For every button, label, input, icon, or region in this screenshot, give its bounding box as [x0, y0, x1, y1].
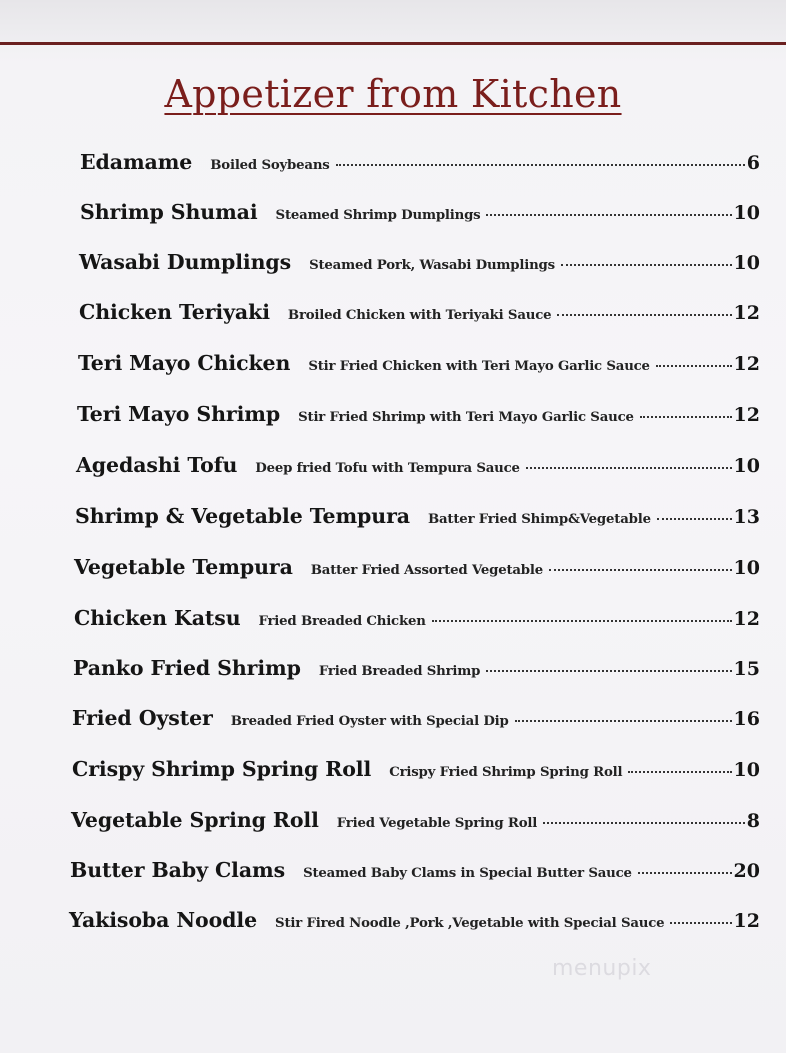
menu-item-teri-mayo-chicken — [78, 351, 760, 375]
item-name: Crispy Shrimp Spring Roll — [72, 757, 372, 781]
item-name: Agedashi Tofu — [76, 453, 238, 477]
item-price: 10 — [733, 455, 760, 477]
dot-leader — [657, 518, 732, 520]
dot-leader — [656, 365, 732, 367]
menu-item-chicken-teriyaki — [79, 300, 760, 324]
item-price: 13 — [733, 506, 760, 528]
menu-item-butter-baby-clams — [70, 858, 760, 882]
item-description: Batter Fried Assorted Vegetable — [310, 563, 544, 578]
item-price: 10 — [733, 557, 760, 579]
dot-leader — [549, 569, 732, 571]
menu-item-crispy-shrimp-spring-roll — [72, 757, 760, 781]
menu-item-shrimp-vegetable-tempura — [75, 504, 760, 528]
item-name: Teri Mayo Chicken — [78, 351, 291, 375]
item-name: Vegetable Spring Roll — [71, 808, 319, 832]
menu-title: Appetizer from Kitchen — [164, 72, 622, 116]
item-price: 6 — [746, 152, 760, 174]
menu-item-yakisoba-noodle — [69, 908, 760, 932]
item-description: Boiled Soybeans — [210, 158, 330, 173]
item-price: 12 — [733, 302, 760, 324]
item-name: Wasabi Dumplings — [79, 250, 292, 274]
item-price: 20 — [733, 860, 760, 882]
menu-item-fried-oyster — [72, 706, 760, 730]
item-description: Fried Breaded Chicken — [258, 614, 426, 629]
item-name: Teri Mayo Shrimp — [77, 402, 281, 426]
item-name: Butter Baby Clams — [70, 858, 286, 882]
menu-item-chicken-katsu — [74, 606, 760, 630]
item-name: Chicken Teriyaki — [79, 300, 270, 324]
item-name: Panko Fried Shrimp — [73, 656, 301, 680]
item-price: 12 — [733, 910, 760, 932]
dot-leader — [557, 314, 731, 316]
dot-leader — [628, 771, 731, 773]
dot-leader — [336, 164, 745, 166]
menu-item-vegetable-spring-roll — [71, 808, 760, 832]
menu-item-panko-fried-shrimp — [73, 656, 760, 680]
dot-leader — [670, 922, 731, 924]
item-name: Fried Oyster — [72, 706, 213, 730]
menu-item-shrimp-shumai — [80, 200, 760, 224]
item-price: 10 — [733, 759, 760, 781]
dot-leader — [432, 620, 732, 622]
menu-item-vegetable-tempura — [74, 555, 760, 579]
item-description: Steamed Pork, Wasabi Dumplings — [309, 258, 555, 273]
dot-leader — [486, 214, 731, 216]
menu-item-agedashi-tofu — [76, 453, 760, 477]
dot-leader — [543, 822, 745, 824]
item-price: 12 — [733, 353, 760, 375]
dot-leader — [640, 416, 732, 418]
menupix-watermark: menupix — [552, 956, 652, 981]
dot-leader — [526, 467, 732, 469]
item-name: Shrimp Shumai — [80, 200, 258, 224]
dot-leader — [638, 872, 732, 874]
item-description: Stir Fired Noodle ,Pork ,Vegetable with Special Sauce — [275, 916, 665, 931]
item-price: 12 — [733, 608, 760, 630]
item-price: 12 — [733, 404, 760, 426]
menu-item-edamame — [80, 150, 760, 174]
item-description: Steamed Shrimp Dumplings — [275, 208, 481, 223]
dot-leader — [486, 670, 731, 672]
item-name: Vegetable Tempura — [74, 555, 293, 579]
dot-leader — [561, 264, 732, 266]
item-description: Batter Fried Shimp&Vegetable — [427, 512, 651, 527]
item-name: Yakisoba Noodle — [69, 908, 258, 932]
menu-item-teri-mayo-shrimp — [77, 402, 760, 426]
item-description: Steamed Baby Clams in Special Butter Sauce — [303, 866, 632, 881]
dot-leader — [515, 720, 732, 722]
item-price: 15 — [733, 658, 760, 680]
item-name: Shrimp & Vegetable Tempura — [75, 504, 410, 528]
item-description: Fried Vegetable Spring Roll — [336, 816, 538, 831]
item-description: Breaded Fried Oyster with Special Dip — [230, 714, 509, 729]
item-name: Chicken Katsu — [74, 606, 241, 630]
item-price: 16 — [733, 708, 760, 730]
item-description: Stir Fried Chicken with Teri Mayo Garlic Sauce — [308, 359, 650, 374]
menu-item-wasabi-dumplings — [79, 250, 760, 274]
item-name: Edamame — [80, 150, 193, 174]
item-price: 10 — [733, 202, 760, 224]
item-description: Crispy Fried Shrimp Spring Roll — [389, 765, 623, 780]
item-description: Stir Fried Shrimp with Teri Mayo Garlic Sauce — [298, 410, 634, 425]
item-price: 8 — [746, 810, 760, 832]
item-description: Broiled Chicken with Teriyaki Sauce — [287, 308, 552, 323]
item-price: 10 — [733, 252, 760, 274]
item-description: Fried Breaded Shrimp — [318, 664, 481, 679]
item-description: Deep fried Tofu with Tempura Sauce — [255, 461, 520, 476]
